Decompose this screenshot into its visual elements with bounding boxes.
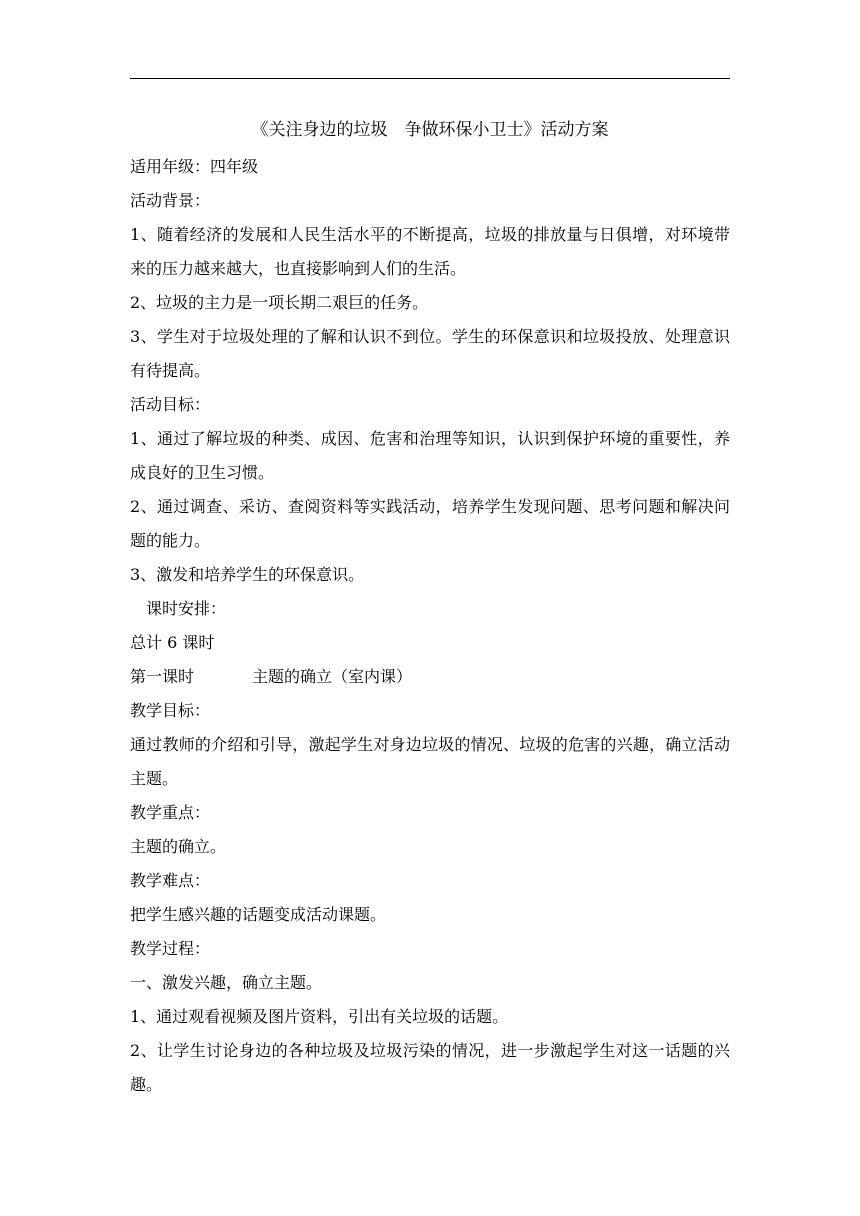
grade-line: 适用年级：四年级 <box>130 157 259 176</box>
lesson-line <box>130 660 730 694</box>
process-item-1: 1、通过观看视频及图片资料，引出有关垃圾的话题。 <box>130 1007 509 1026</box>
schedule-heading: 课时安排： <box>146 599 227 618</box>
goal-item-2: 2、通过调查、采访、查阅资料等实践活动，培养学生发现问题、思考问题和解决问题的能力。 <box>130 497 730 550</box>
document-title: 《关注身边的垃圾 争做环保小卫士》活动方案 <box>251 120 609 140</box>
document-body <box>130 110 730 1102</box>
lesson-topic: 主题的确立（室内课） <box>252 667 413 686</box>
goal-item-3: 3、激发和培养学生的环保意识。 <box>130 565 365 584</box>
background-item-2: 2、垃圾的主力是一项长期二艰巨的任务。 <box>130 293 429 312</box>
key-points-text: 主题的确立。 <box>130 837 227 856</box>
process-heading: 教学过程： <box>130 939 211 958</box>
goal-item-1: 1、通过了解垃圾的种类、成因、危害和治理等知识，认识到保护环境的重要性，养成良好的卫生习惯。 <box>130 429 730 482</box>
goals-heading: 活动目标： <box>130 395 211 414</box>
schedule-total: 总计 6 课时 <box>130 633 215 652</box>
difficulty-heading: 教学难点： <box>130 871 211 890</box>
key-points-heading: 教学重点： <box>130 803 211 822</box>
lesson-label: 第一课时 <box>130 667 195 686</box>
teaching-goals-heading: 教学目标： <box>130 701 211 720</box>
background-item-3: 3、学生对于垃圾处理的了解和认识不到位。学生的环保意识和垃圾投放、处理意识有待提高。 <box>130 327 730 380</box>
background-item-1: 1、随着经济的发展和人民生活水平的不断提高，垃圾的排放量与日俱增，对环境带来的压力越来越大，也直接影响到人们的生活。 <box>130 225 730 278</box>
process-step-heading: 一、激发兴趣，确立主题。 <box>130 973 323 992</box>
process-item-2: 2、让学生讨论身边的各种垃圾及垃圾污染的情况，进一步激起学生对这一话题的兴趣。 <box>130 1041 730 1094</box>
background-heading: 活动背景： <box>130 191 211 210</box>
difficulty-text: 把学生感兴趣的话题变成活动课题。 <box>130 905 387 924</box>
header-rule <box>130 78 730 79</box>
teaching-goals-text: 通过教师的介绍和引导，激起学生对身边垃圾的情况、垃圾的危害的兴趣，确立活动主题。 <box>130 735 730 788</box>
